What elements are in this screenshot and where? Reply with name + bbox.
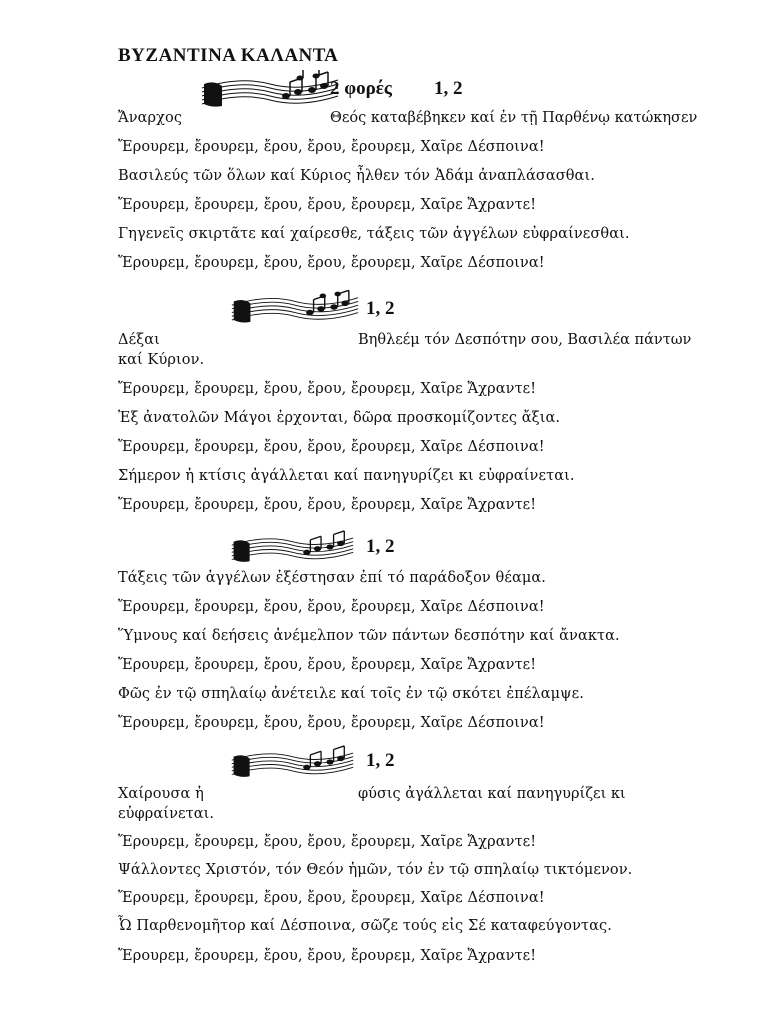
music-notes-icon	[230, 742, 355, 782]
verse-marker: 1, 2	[434, 78, 463, 99]
verse-line: Τάξεις τῶν ἀγγέλων ἐξέστησαν ἐπί τό παράδοξον θέαμα.	[118, 570, 546, 586]
verse-marker: 1, 2	[366, 750, 395, 771]
verse-line: Ἔρουρεμ, ἔρουρεμ, ἔρου, ἔρου, ἔρουρεμ, Χαῖρε Ἄχραντε!	[118, 497, 537, 513]
verse-marker: 1, 2	[366, 298, 395, 319]
verse-line: Ὦ Παρθενομῆτορ καί Δέσποινα, σῶζε τούς εἰς Σέ καταφεύγοντας.	[118, 918, 612, 934]
verse-line: Ψάλλοντες Χριστόν, τόν Θεόν ἡμῶν, τόν ἐν τῷ σπηλαίῳ τικτόμενον.	[118, 862, 633, 878]
verse-first-line: φύσις ἀγάλλεται καί πανηγυρίζει κι	[358, 786, 626, 802]
verse-line: καί Κύριον.	[118, 352, 205, 368]
music-notes-icon	[230, 527, 355, 567]
verse-line: Ἔρουρεμ, ἔρουρεμ, ἔρου, ἔρου, ἔρουρεμ, Χαῖρε Δέσποινα!	[118, 715, 545, 731]
verse-first-word: Ἄναρχος	[118, 110, 183, 126]
verse-line: εὐφραίνεται.	[118, 806, 215, 822]
verse-line: Ἔρουρεμ, ἔρουρεμ, ἔρου, ἔρου, ἔρουρεμ, Χαῖρε Ἄχραντε!	[118, 948, 537, 964]
verse-line: Ἔρουρεμ, ἔρουρεμ, ἔρου, ἔρου, ἔρουρεμ, Χαῖρε Δέσποινα!	[118, 439, 545, 455]
verse-line: Ἔρουρεμ, ἔρουρεμ, ἔρου, ἔρου, ἔρουρεμ, Χαῖρε Δέσποινα!	[118, 890, 545, 906]
music-notes-icon	[200, 70, 340, 110]
music-notes-icon	[230, 287, 360, 327]
verse-line: Ἔρουρεμ, ἔρουρεμ, ἔρου, ἔρου, ἔρουρεμ, Χαῖρε Δέσποινα!	[118, 255, 545, 271]
verse-line: Γηγενεῖς σκιρτᾶτε καί χαίρεσθε, τάξεις τῶν ἀγγέλων εὐφραίνεσθαι.	[118, 226, 630, 242]
verse-first-line: Βηθλεέμ τόν Δεσπότην σου, Βασιλέα πάντων	[358, 332, 692, 348]
repeat-note: 2 φορές	[330, 78, 392, 99]
verse-line: Ὕμνους καί δεήσεις ἀνέμελπον τῶν πάντων δεσπότην καί ἄνακτα.	[118, 628, 620, 644]
verse-line: Ἔρουρεμ, ἔρουρεμ, ἔρου, ἔρου, ἔρουρεμ, Χαῖρε Ἄχραντε!	[118, 381, 537, 397]
verse-line: Ἐξ ἀνατολῶν Μάγοι ἐρχονται, δῶρα προσκομίζοντες ἄξια.	[118, 410, 561, 426]
verse-line: Ἔρουρεμ, ἔρουρεμ, ἔρου, ἔρου, ἔρουρεμ, Χαῖρε Ἄχραντε!	[118, 197, 537, 213]
verse-first-word: Δέξαι	[118, 332, 160, 348]
verse-first-line: Θεός καταβέβηκεν καί ἐν τῇ Παρθένῳ κατώκησεν	[330, 110, 698, 126]
verse-marker: 1, 2	[366, 536, 395, 557]
verse-line: Ἔρουρεμ, ἔρουρεμ, ἔρου, ἔρου, ἔρουρεμ, Χαῖρε Δέσποινα!	[118, 139, 545, 155]
verse-line: Ἔρουρεμ, ἔρουρεμ, ἔρου, ἔρου, ἔρουρεμ, Χαῖρε Ἄχραντε!	[118, 657, 537, 673]
page-title: ΒΥΖΑΝΤΙΝΑ ΚΑΛΑΝΤΑ	[118, 45, 339, 66]
verse-line: Ἔρουρεμ, ἔρουρεμ, ἔρου, ἔρου, ἔρουρεμ, Χαῖρε Δέσποινα!	[118, 599, 545, 615]
verse-first-word: Χαίρουσα ἡ	[118, 786, 204, 802]
verse-line: Ἔρουρεμ, ἔρουρεμ, ἔρου, ἔρου, ἔρουρεμ, Χαῖρε Ἄχραντε!	[118, 834, 537, 850]
verse-line: Βασιλεύς τῶν ὅλων καί Κύριος ἦλθεν τόν Ἀδάμ ἀναπλάσασθαι.	[118, 168, 595, 184]
verse-line: Φῶς ἐν τῷ σπηλαίῳ ἀνέτειλε καί τοῖς ἐν τῷ σκότει ἐπέλαμψε.	[118, 686, 584, 702]
verse-line: Σήμερον ἡ κτίσις ἀγάλλεται καί πανηγυρίζει κι εὐφραίνεται.	[118, 468, 575, 484]
